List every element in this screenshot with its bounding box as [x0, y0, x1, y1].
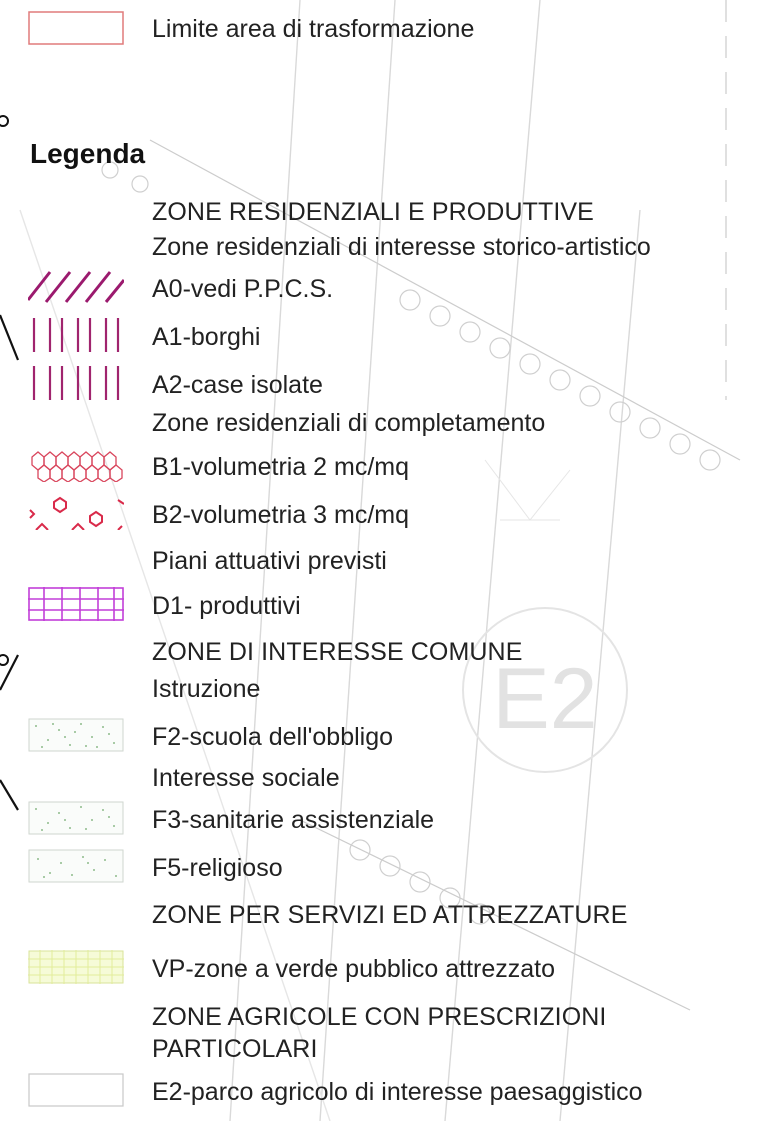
legend-title: Legenda	[30, 138, 146, 169]
boundary-swatch	[28, 11, 124, 45]
b2-label: B2-volumetria 3 mc/mq	[152, 501, 410, 529]
heading-common-interest: ZONE DI INTERESSE COMUNE	[152, 638, 523, 666]
vp-swatch	[28, 950, 124, 984]
heading-residential-completion: Zone residenziali di completamento	[152, 409, 546, 437]
boundary-label: Limite area di trasformazione	[152, 15, 475, 43]
f5-label: F5-religioso	[152, 854, 283, 882]
f5-swatch	[28, 849, 124, 883]
heading-agricultural-line1: ZONE AGRICOLE CON PRESCRIZIONI	[152, 1003, 607, 1031]
a1-swatch	[28, 318, 124, 352]
a2-label: A2-case isolate	[152, 371, 323, 399]
heading-services: ZONE PER SERVIZI ED ATTREZZATURE	[152, 901, 628, 929]
a0-label: A0-vedi P.P.C.S.	[152, 275, 334, 303]
a0-swatch	[28, 270, 124, 304]
f3-swatch	[28, 801, 124, 835]
vp-label: VP-zone a verde pubblico attrezzato	[152, 955, 556, 983]
heading-social-interest: Interesse sociale	[152, 764, 340, 792]
a1-label: A1-borghi	[152, 323, 261, 351]
zone-label-e2: E2	[492, 651, 598, 747]
e2-label: E2-parco agricolo di interesse paesaggistico	[152, 1078, 643, 1106]
heading-residential-productive: ZONE RESIDENZIALI E PRODUTTIVE	[152, 198, 594, 226]
b2-swatch	[28, 496, 124, 530]
heading-agricultural-line2: PARTICOLARI	[152, 1035, 318, 1063]
b1-label: B1-volumetria 2 mc/mq	[152, 453, 410, 481]
heading-education: Istruzione	[152, 675, 261, 703]
b1-swatch	[28, 448, 124, 482]
e2-swatch	[28, 1073, 124, 1107]
d1-swatch	[28, 587, 124, 621]
f2-label: F2-scuola dell'obbligo	[152, 723, 394, 751]
f3-label: F3-sanitarie assistenziale	[152, 806, 435, 834]
f2-swatch	[28, 718, 124, 752]
d1-label: D1- produttivi	[152, 592, 301, 620]
heading-residential-historic: Zone residenziali di interesse storico-artistico	[152, 233, 651, 261]
heading-planned: Piani attuativi previsti	[152, 547, 387, 575]
a2-swatch	[28, 366, 124, 400]
